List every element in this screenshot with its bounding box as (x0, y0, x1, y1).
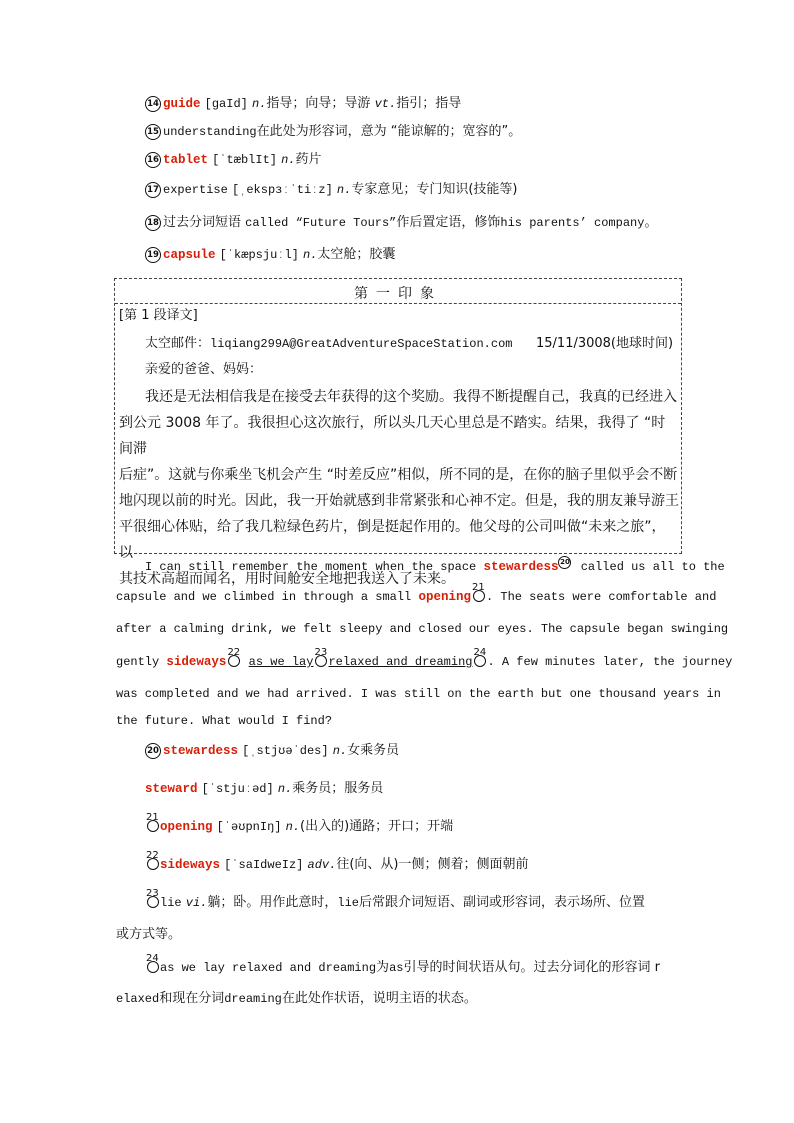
body-line: 平很细心体贴，给了我几粒绿色药片，倒是挺起作用的。他父母的公司叫做“未来之旅”，以 (119, 519, 666, 561)
phonetic: [ˌstjʊəˈdes] (242, 744, 329, 758)
body-line: 我还是无法相信我是在接受去年获得的这个奖励。我得不断提醒自己，我真的已经进入 (145, 389, 677, 405)
note-english: dreaming (224, 992, 282, 1006)
passage-line-4 (116, 647, 733, 671)
part-of-speech: n. (281, 153, 296, 167)
note-21 (145, 812, 454, 836)
passage-line-6: the future. What would I find? (116, 714, 333, 728)
note-24 (145, 953, 660, 977)
circled-number: 19 (145, 247, 161, 263)
passage-key-word: opening (418, 590, 471, 604)
box-divider (115, 303, 681, 304)
note-english: called “Future Tours” (245, 216, 397, 230)
phonetic: [ˈkæpsjuːl] (219, 248, 299, 262)
note-17 (145, 181, 517, 199)
underlined-phrase: relaxed and dreaming (328, 655, 473, 669)
circled-number: 14 (145, 96, 161, 112)
note-14 (145, 95, 461, 113)
note-text: 。 (644, 215, 658, 230)
part-of-speech: n. (336, 183, 352, 197)
passage-text: I can still remember the moment when the space (145, 560, 477, 574)
part-of-speech: n. (303, 248, 318, 262)
part-of-speech: n. (252, 97, 267, 111)
note-text: 躺；卧。用作此意时， (207, 895, 338, 910)
definition: (出入的)通路；开口；开端 (300, 819, 454, 834)
vocab-word: opening (160, 820, 213, 834)
note-english: as (389, 961, 404, 975)
definition: 指引；指导 (396, 96, 462, 111)
email-address: liqiang299A@GreatAdventureSpaceStation.com (210, 337, 513, 351)
part-of-speech: vi. (185, 896, 208, 910)
note-text: 在此处为形容词，意为 “能谅解的；宽容的”。 (256, 124, 522, 139)
phonetic: [ˈstjuːəd] (201, 782, 274, 796)
passage-line-3: after a calming drink, we felt sleepy and closed our eyes. The capsule began swinging (116, 622, 729, 636)
note-lead: understanding (163, 125, 257, 139)
note-english: elaxed (116, 992, 160, 1006)
circled-number: 20 (145, 743, 161, 759)
note-text: 和现在分词 (159, 991, 225, 1006)
note-lead: expertise (163, 183, 228, 197)
phonetic: [ˈtæblIt] (212, 153, 277, 167)
circled-number: 22 (146, 856, 159, 870)
phonetic: [ɡaId] (204, 97, 248, 111)
part-of-speech: n. (277, 782, 293, 796)
email-label: 太空邮件： (145, 336, 211, 351)
passage-text: capsule and we climbed in through a small (116, 590, 412, 604)
definition: 乘务员；服务员 (292, 781, 384, 796)
passage-line-2 (116, 582, 717, 606)
note-18 (145, 214, 657, 232)
body-line: 到公元 3008 年了。我很担心这次旅行，所以头几天心里总是不踏实。结果，我得了 “时间滞 (119, 415, 666, 457)
email-line (145, 335, 512, 353)
vocab-word: capsule (163, 248, 216, 262)
email-date: 15/11/3008(地球时间) (536, 336, 674, 351)
paragraph-label: [第 1 段译文] (119, 308, 198, 323)
definition: 太空舱；胶囊 (317, 247, 396, 262)
greeting: 亲爱的爸爸、妈妈： (145, 362, 263, 377)
part-of-speech: n. (285, 820, 301, 834)
body-line: 其技术高超而闻名，用时间舱安全地把我送入了未来。 (119, 571, 455, 587)
note-22 (145, 850, 529, 874)
note-24-continued (116, 990, 477, 1008)
note-lead: lie (160, 896, 182, 910)
note-text: 后常跟介词短语、副词或形容词，表示场所、位置 (358, 895, 645, 910)
note-english: his parents’ company (500, 216, 645, 230)
circled-number: 23 (314, 653, 327, 667)
part-of-speech: vt. (374, 97, 397, 111)
note-19 (145, 246, 395, 264)
passage-line-5: was completed and we had arrived. I was still on the earth but one thousand years in (116, 687, 721, 701)
circled-number: 21 (146, 818, 159, 832)
circled-number: 24 (473, 653, 486, 667)
note-steward (145, 780, 383, 798)
passage-key-word: stewardess (483, 560, 559, 574)
circled-number: 16 (145, 152, 161, 168)
definition: 指导；向导；导游 (266, 96, 371, 111)
passage-text: gently (116, 655, 160, 669)
underlined-phrase: as we lay (248, 655, 314, 669)
part-of-speech: n. (332, 744, 348, 758)
definition: 专家意见；专门知识(技能等) (351, 182, 518, 197)
passage-text: . A few minutes later, the journey (487, 655, 733, 669)
circled-number: 15 (145, 124, 161, 140)
note-16 (145, 151, 322, 169)
vocab-word: stewardess (163, 744, 239, 758)
phonetic: [ˌekspɜːˈtiːz] (231, 183, 333, 197)
definition: 女乘务员 (347, 743, 400, 758)
note-23-continued: 或方式等。 (116, 927, 182, 942)
passage-line-1 (145, 556, 725, 576)
passage-text: called us all to the (580, 560, 725, 574)
note-20 (145, 742, 399, 760)
note-text: 为 (376, 960, 390, 975)
phonetic: [ˈsaIdweIz] (224, 858, 304, 872)
part-of-speech: adv. (307, 858, 337, 872)
definition: 药片 (295, 152, 322, 167)
circled-number: 24 (146, 959, 159, 973)
vocab-word: steward (145, 782, 198, 796)
phonetic: [ˈəʊpnIŋ] (216, 820, 282, 834)
note-text: 作后置定语，修饰 (396, 215, 501, 230)
circled-number: 22 (227, 653, 240, 667)
circled-number: 23 (146, 894, 159, 908)
body-line: 地闪现以前的时光。因此，我一开始就感到非常紧张和心神不定。但是，我的朋友兼导游王 (119, 493, 679, 509)
body-line: 后症”。这就与你乘坐飞机会产生 “时差反应”相似，所不同的是，在你的脑子里似乎会不断 (119, 467, 678, 483)
circled-number: 20 (558, 556, 571, 569)
circled-number: 18 (145, 215, 161, 231)
vocab-word: sideways (160, 858, 221, 872)
note-15 (145, 123, 521, 141)
circled-number: 21 (472, 588, 485, 602)
note-text: 在此处作状语，说明主语的状态。 (281, 991, 477, 1006)
passage-key-word: sideways (166, 655, 227, 669)
passage-text: . The seats were comfortable and (485, 590, 717, 604)
note-english: lie (337, 896, 359, 910)
vocab-word: tablet (163, 153, 209, 167)
note-23 (145, 888, 645, 912)
circled-number: 17 (145, 182, 161, 198)
note-text: 过去分词短语 (163, 215, 242, 230)
vocab-word: guide (163, 97, 201, 111)
note-english: as we lay relaxed and dreaming (160, 961, 377, 975)
note-text: 引导的时间状语从句。过去分词化的形容词 r (403, 960, 660, 975)
definition: 往(向、从)一侧；侧着；侧面朝前 (336, 857, 529, 872)
box-title: 第一印象 (354, 286, 442, 302)
